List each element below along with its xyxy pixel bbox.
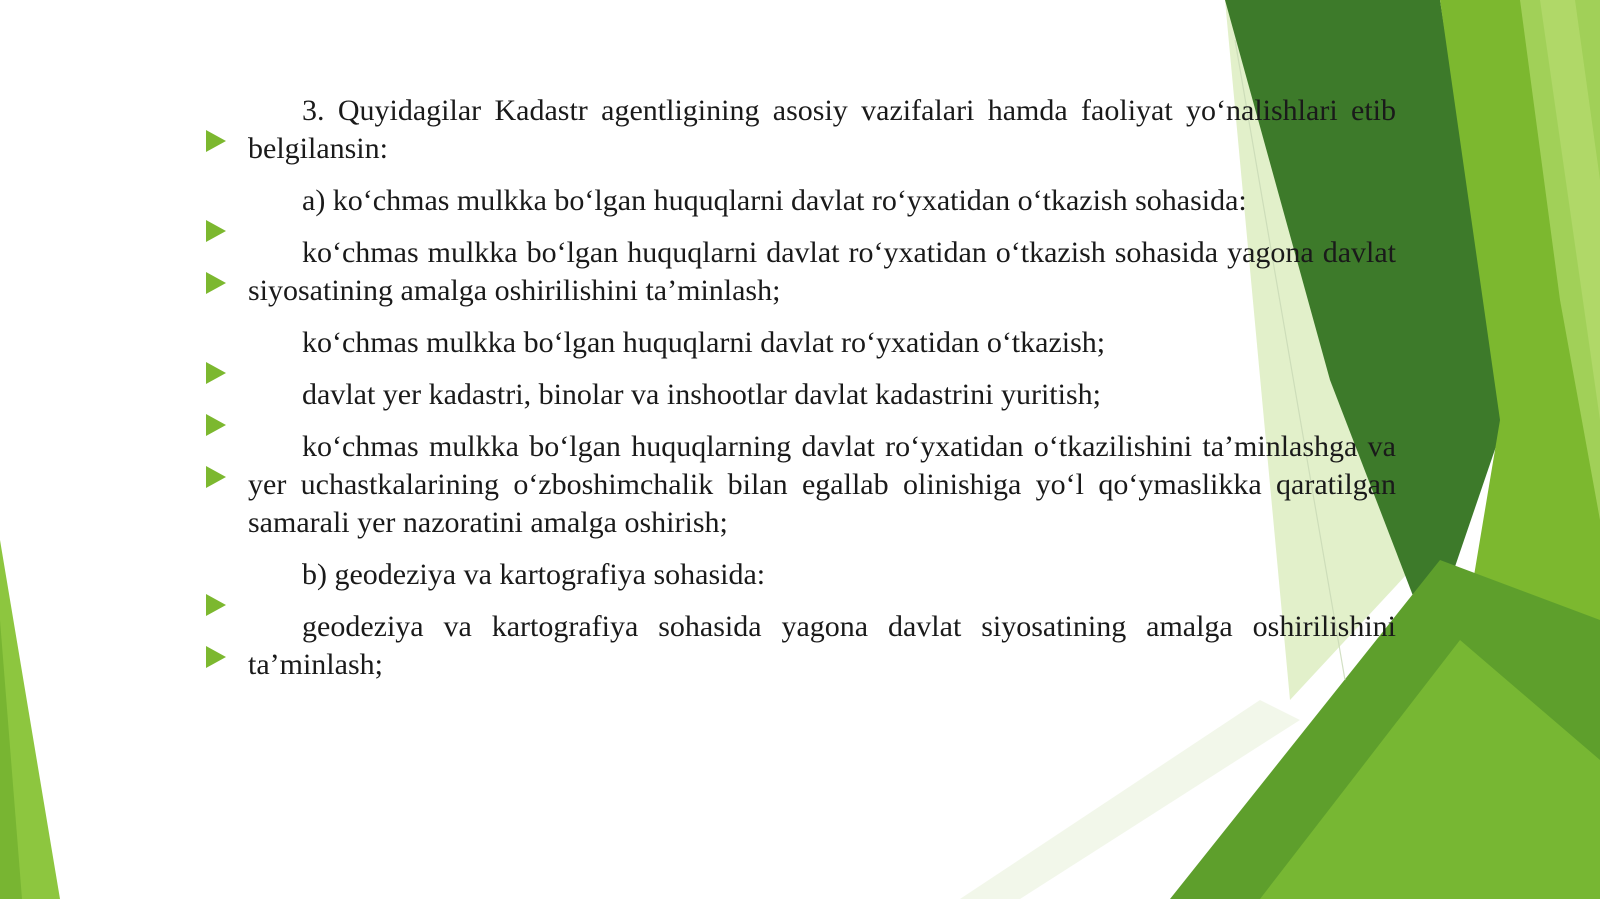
paragraph-intro: 3. Quyidagilar Kadastr agentligining asosiy vazifalari hamda faoliyat yo‘nalishlari etib belgilansin: xyxy=(248,94,1396,165)
paragraph-geodesy-policy: geodeziya va kartografiya sohasida yagona davlat siyosatining amalga oshirilishini ta’minlash; xyxy=(248,610,1396,681)
paragraph-land-control: ko‘chmas mulkka bo‘lgan huquqlarning davlat ro‘yxatidan o‘tkazilishini ta’minlashga va yer uchastkalarining o‘zboshimchalik bilan egallab olinishiga yo‘l qo‘ymaslikka qaratilgan samarali yer nazoratini amalga oshirish; xyxy=(248,430,1396,539)
paragraph-registration: ko‘chmas mulkka bo‘lgan huquqlarni davlat ro‘yxatidan o‘tkazish; xyxy=(302,326,1106,359)
triangle-bullet-icon xyxy=(206,646,226,668)
triangle-bullet-icon xyxy=(206,362,226,384)
paragraph-section-a-heading: a) ko‘chmas mulkka bo‘lgan huquqlarni davlat ro‘yxatidan o‘tkazish sohasida: xyxy=(302,184,1247,217)
triangle-bullet-icon xyxy=(206,272,226,294)
triangle-bullet-icon xyxy=(206,220,226,242)
paragraph-cadastre: davlat yer kadastri, binolar va inshootlar davlat kadastrini yuritish; xyxy=(302,378,1101,411)
triangle-bullet-icon xyxy=(206,466,226,488)
paragraph-section-b-heading: b) geodeziya va kartografiya sohasida: xyxy=(302,558,766,591)
paragraph-policy-implementation: ko‘chmas mulkka bo‘lgan huquqlarni davlat ro‘yxatidan o‘tkazish sohasida yagona davlat siyosatining amalga oshirilishini ta’minlash; xyxy=(248,236,1396,307)
triangle-bullet-icon xyxy=(206,414,226,436)
triangle-bullet-icon xyxy=(206,130,226,152)
triangle-bullet-icon xyxy=(206,594,226,616)
